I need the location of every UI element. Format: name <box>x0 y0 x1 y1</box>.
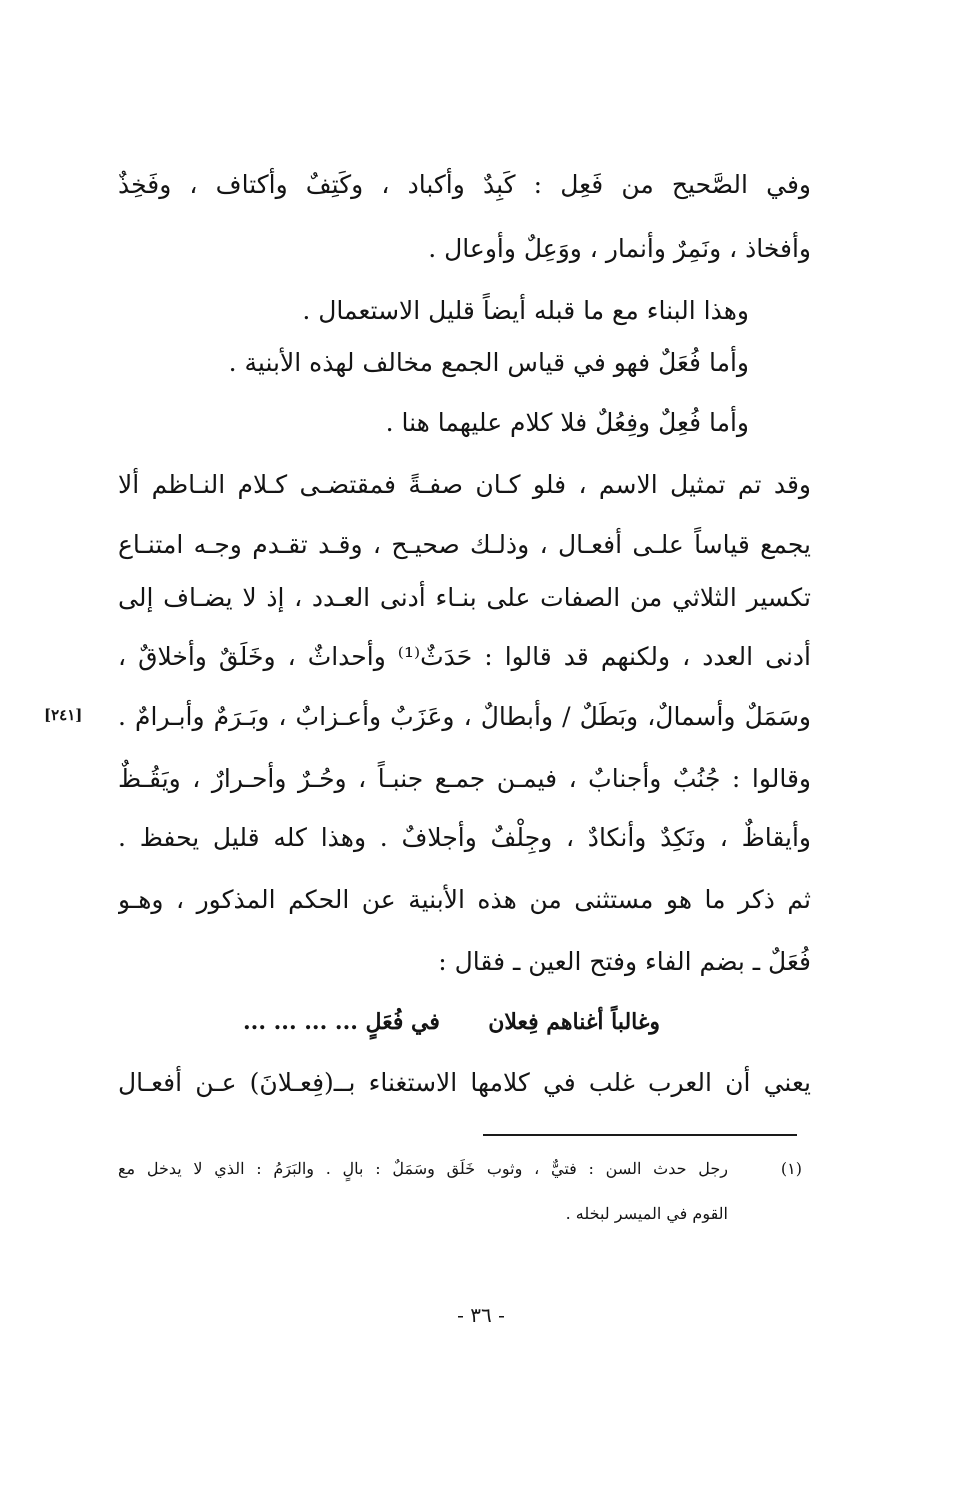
page-number: - ٣٦ - <box>457 1303 505 1327</box>
body-line-10: وسَمَلٌ وأسمالٌ، وبَطَلٌ / وأبطالٌ ، وعَزَبٌ وأعـزابٌ ، وبَـرَمٌ وأبـرامٌ . <box>118 702 811 731</box>
body-line-4: وأما فُعَلٌ فهو في قياس الجمع مخالف لهذه الأبنية . <box>228 348 749 377</box>
body-line-7: يجمع قياساً علـى أفعـال ، وذلـك صحيـح ، وقـد تقـدم وجـه امتنـاع <box>118 530 811 559</box>
body-line-12: وأيقاظٌ ، ونَكِدٌ وأنكادٌ ، وجِلْفٌ وأجلافٌ . وهذا كله قليل يحفظ . <box>118 823 811 852</box>
verse-second-hemistich: في فُعَلٍ ... ... ... ... <box>243 1009 440 1035</box>
body-line-5: وأما فُعِلٌ وفِعُلٌ فلا كلام عليهما هنا . <box>385 408 749 437</box>
body-line-3: وهذا البناء مع ما قبله أيضاً قليل الاستعمال . <box>302 296 749 325</box>
body-line-9: أدنى العدد ، ولكنهم قد قالوا : حَدَثٌ⁽¹⁾ وأحداثٌ ، وخَلَقٌ وأخلاقٌ ، <box>118 642 811 671</box>
marginal-reference: [٢٤١] <box>44 706 83 724</box>
body-line-14: فُعَلٌ ـ بضم الفاء وفتح العين ـ فقال : <box>438 947 811 976</box>
body-line-6: وقد تم تمثيل الاسم ، فلو كـان صفـةً فمقتضـى كـلام النـاظم ألا <box>118 470 811 499</box>
footnote-line-2: القوم في الميسر لبخله . <box>565 1204 728 1223</box>
body-line-1: وفي الصَّحيح من فَعِل : كَبِدٌ وأكباد ، وكَتِفٌ وأكتاف ، وفَخِذٌ <box>118 170 811 199</box>
footnote-separator <box>483 1134 797 1136</box>
body-line-8: تكسير الثلاثي من الصفات على بنـاء أدنى العـدد ، إذ لا يضـاف إلى <box>118 583 811 612</box>
body-line-13: ثم ذكر ما هو مستثنى من هذه الأبنية عن الحكم المذكور ، وهـو <box>118 885 811 914</box>
verse-first-hemistich: وغالباً أغناهم فِعلان <box>488 1009 660 1035</box>
body-line-11: وقالوا : جُنُبٌ وأجنابٌ ، فيمـن جمـع جنبـاً ، وحُـرٌ وأحـرارٌ ، ويَقُـظٌ <box>118 764 811 793</box>
footnote-line-1: رجل حدث السن : فتيٌّ ، وثوب خَلَق وسَمَلٌ : بالٍ . والبَرَمُ : الذي لا يدخل مع <box>118 1159 728 1178</box>
footnote-number: (١) <box>780 1159 802 1178</box>
body-line-15: يعني أن العرب غلب في كلامها الاستغناء بــ(فِعـلانَ) عـن أفعـال <box>118 1068 811 1097</box>
body-line-2: وأفخاذ ، ونَمِرٌ وأنمار ، ووَعِلٌ وأوعال . <box>428 234 811 263</box>
